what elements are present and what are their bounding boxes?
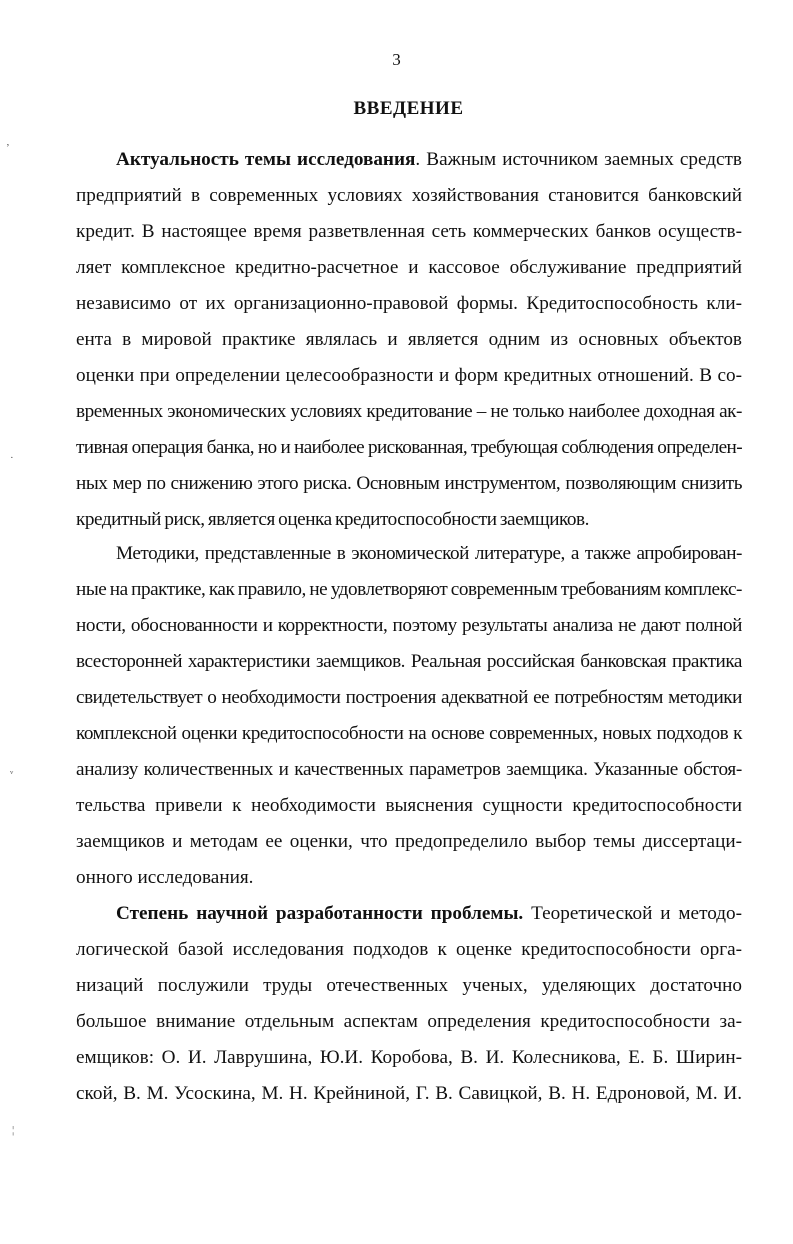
text-line: независимо от их организационно-правовой формы. Кредитоспособность кли- (76, 293, 742, 314)
text-line: тельства привели к необходимости выяснения сущности кредитоспособности (76, 795, 742, 816)
text-line: ности, обоснованности и корректности, поэтому результаты анализа не дают полной (76, 615, 742, 636)
scan-mark: ʼ (6, 142, 10, 154)
text-line: логической базой исследования подходов к оценке кредитоспособности орга- (76, 939, 742, 960)
text-line: ные на практике, как правило, не удовлетворяют современным требованиям комплекс- (76, 579, 742, 600)
scan-mark: ᵛ (10, 768, 14, 780)
text-line: заемщиков и методам ее оценки, что предопределило выбор темы диссертаци- (76, 831, 742, 852)
text-line: тивная операция банка, но и наиболее рискованная, требующая соблюдения определен- (76, 437, 742, 458)
text-line: ской, В. М. Усоскина, М. Н. Крейниной, Г. В. Савицкой, В. Н. Едроновой, М. И. (76, 1083, 742, 1104)
text-line: предприятий в современных условиях хозяйствования становится банковский (76, 185, 742, 206)
text-line: низаций послужили труды отечественных ученых, уделяющих достаточно (76, 975, 742, 996)
text-line: ляет комплексное кредитно-расчетное и кассовое обслуживание предприятий (76, 257, 742, 278)
section-lead: Актуальность темы исследования (116, 149, 416, 170)
paragraph-development (76, 896, 742, 1112)
text-line: ента в мировой практике являлась и является одним из основных объектов (76, 329, 742, 350)
text-line: свидетельствует о необходимости построения адекватной ее потребностям методики (76, 687, 742, 708)
text-line: кредитный риск, является оценка кредитоспособности заемщиков. (76, 509, 590, 530)
text-line: комплексной оценки кредитоспособности на основе современных, новых подходов к (76, 723, 742, 744)
page-number: 3 (392, 50, 401, 69)
text-line: анализу количественных и качественных параметров заемщика. Указанные обстоя- (76, 759, 742, 780)
text-line: Методики, представленные в экономической литературе, а также апробирован- (116, 543, 742, 564)
paragraph-relevance (76, 142, 742, 538)
text-line: ных мер по снижению этого риска. Основным инструментом, позволяющим снизить (76, 473, 742, 494)
paragraph-methods (76, 536, 742, 896)
text-line: оценки при определении целесообразности и форм кредитных отношений. В со- (76, 365, 742, 386)
scan-mark: · (10, 452, 14, 464)
scan-mark: ¦ (12, 1124, 15, 1136)
text-line: кредит. В настоящее время разветвленная сеть коммерческих банков осуществ- (76, 221, 742, 242)
text-line: Степень научной разработанности проблемы. Теоретической и методо- (116, 903, 742, 924)
page-title: ВВЕДЕНИЕ (353, 98, 464, 119)
text-line: большое внимание отдельным аспектам определения кредитоспособности за- (76, 1011, 742, 1032)
text-line: емщиков: О. И. Лаврушина, Ю.И. Коробова, В. И. Колесникова, Е. Б. Ширин- (76, 1047, 742, 1068)
text-line: всесторонней характеристики заемщиков. Реальная российская банковская практика (76, 651, 742, 672)
text-line: онного исследования. (76, 867, 254, 888)
text-line: временных экономических условиях кредитование – не только наиболее доходная ак- (76, 401, 742, 422)
text-line: Актуальность темы исследования. Важным источником заемных средств (116, 149, 742, 170)
section-lead: Степень научной разработанности проблемы. (116, 903, 524, 924)
